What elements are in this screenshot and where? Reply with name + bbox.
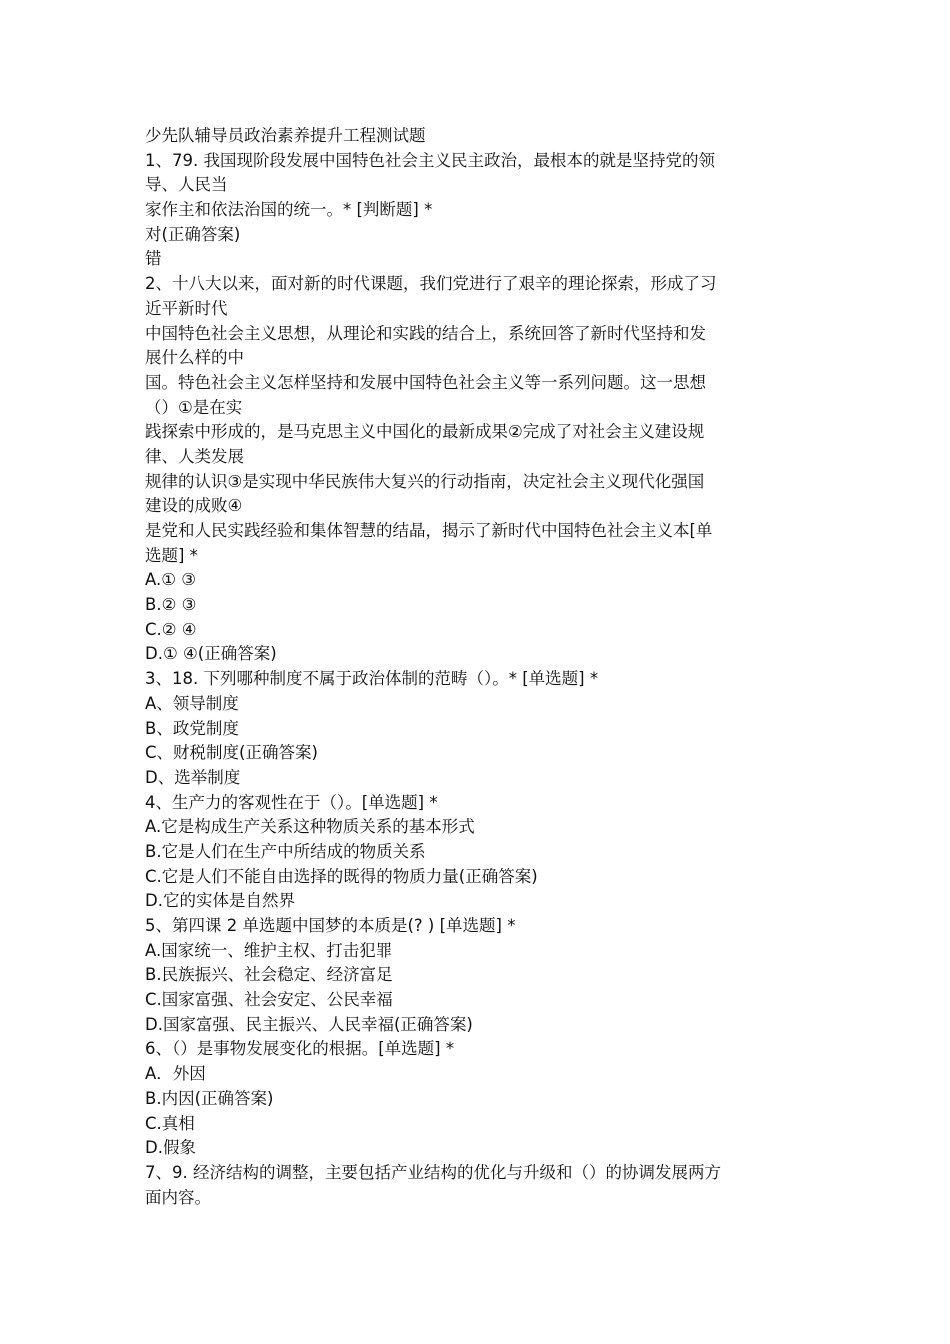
text-line: 面内容。 [145, 1187, 211, 1207]
text-line: B.② ③ [145, 595, 197, 615]
text-line: 选题] * [145, 545, 198, 565]
text-line: A.它是构成生产关系这种物质关系的基本形式 [145, 817, 475, 837]
text-line: 4、生产力的客观性在于（）。[单选题] * [145, 792, 438, 812]
text-line: B.内因(正确答案) [145, 1088, 274, 1108]
text-line: 中国特色社会主义思想，从理论和实践的结合上，系统回答了新时代坚持和发 [145, 323, 706, 343]
document-body [145, 124, 810, 1210]
text-line: B、政党制度 [145, 718, 239, 738]
text-line: 导、人民当 [145, 175, 228, 195]
text-line: D.它的实体是自然界 [145, 891, 295, 911]
text-line: C.它是人们不能自由选择的既得的物质力量(正确答案) [145, 866, 538, 886]
text-line: C、财税制度(正确答案) [145, 743, 318, 763]
text-line: 错 [145, 249, 162, 269]
text-line: C.国家富强、社会安定、公民幸福 [145, 990, 393, 1010]
text-line: D.假象 [145, 1138, 196, 1158]
text-line: A.国家统一、维护主权、打击犯罪 [145, 940, 393, 960]
text-line: 建设的成败④ [145, 496, 243, 516]
text-line: A、领导制度 [145, 693, 239, 713]
text-line: A．外因 [145, 1064, 206, 1084]
text-line: 2、十八大以来，面对新的时代课题，我们党进行了艰辛的理论探索，形成了习 [145, 274, 717, 294]
text-line: 7、9. 经济结构的调整，主要包括产业结构的优化与升级和（）的协调发展两方 [145, 1162, 721, 1182]
text-line: 对(正确答案) [145, 224, 241, 244]
text-line: A.① ③ [145, 570, 197, 590]
text-line: 近平新时代 [145, 298, 228, 318]
text-line: C.② ④ [145, 619, 197, 639]
text-line: 6、（）是事物发展变化的根据。[单选题] * [145, 1039, 455, 1059]
text-line: 展什么样的中 [145, 348, 244, 368]
text-line: D.国家富强、民主振兴、人民幸福(正确答案) [145, 1014, 473, 1034]
document-title: 少先队辅导员政治素养提升工程测试题 [145, 126, 426, 145]
text-line: B.它是人们在生产中所结成的物质关系 [145, 841, 426, 861]
text-line: D.① ④(正确答案) [145, 644, 277, 664]
text-line: B.民族振兴、社会稳定、经济富足 [145, 965, 393, 985]
text-line: 律、人类发展 [145, 446, 244, 466]
text-line: 3、18. 下列哪种制度不属于政治体制的范畴（）。* [单选题] * [145, 669, 599, 689]
text-line: 规律的认识③是实现中华民族伟大复兴的行动指南，决定社会主义现代化强国 [145, 471, 705, 491]
text-line: C.真相 [145, 1113, 195, 1133]
text-line: D、选举制度 [145, 767, 241, 787]
text-line: 是党和人民实践经验和集体智慧的结晶，揭示了新时代中国特色社会主义本[单 [145, 521, 713, 540]
text-line: 国。特色社会主义怎样坚持和发展中国特色社会主义等一系列问题。这一思想 [145, 372, 706, 392]
text-line: 5、第四课 2 单选题中国梦的本质是(? ) [单选题] * [145, 916, 516, 935]
text-line: （）①是在实 [145, 397, 243, 417]
text-line: 1、79. 我国现阶段发展中国特色社会主义民主政治，最根本的就是坚持党的领 [145, 150, 715, 170]
text-line: 家作主和依法治国的统一。* [判断题] * [145, 200, 433, 220]
text-line: 践探索中形成的，是马克思主义中国化的最新成果②完成了对社会主义建设规 [145, 422, 705, 442]
